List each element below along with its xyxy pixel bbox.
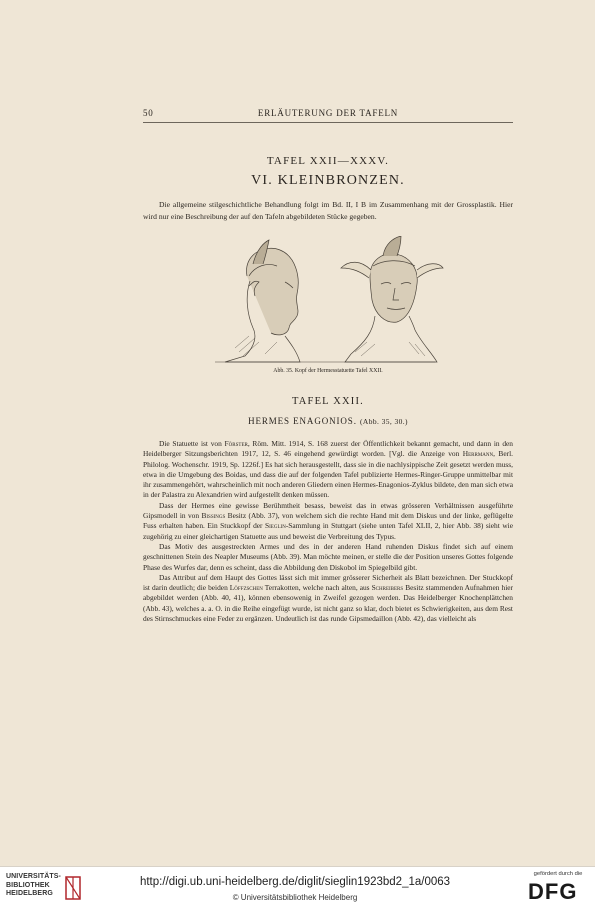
body-paragraph — [143, 573, 513, 624]
subtitle-text: HERMES ENAGONIOS. — [248, 416, 357, 426]
copyright-notice: © Universitätsbibliothek Heidelberg — [232, 893, 358, 902]
funder-label: gefördert durch die — [533, 871, 583, 877]
text-run: Das Attribut auf dem Haupt des Gottes lässt sich mit immer grösserer Sicherheit als Blatt bezeichnen. Der Stuckkopf ist darin deutlich; die beiden — [143, 572, 513, 593]
body-text — [143, 439, 513, 624]
text-run: Dass der Hermes eine gewisse Berühmtheit besass, beweist das in etwas grösseren Verhältnissen ausgeführte Gipsmodell in von — [143, 500, 513, 521]
section-title: VI. KLEINBRONZEN. — [251, 173, 405, 188]
plate-title: TAFEL XXII. — [291, 396, 365, 407]
page-number: 50 — [143, 108, 154, 118]
text-run: Besitz stammenden Aufnahmen hier abgebildet werden (Abb. 40, 41), können ebensowenig in Zweifel gezogen werden. Das Heidelberger Knochenplättchen (Abb. 43), welches a. a. O. in die Reihe eingefügt wurde, ist nicht ganz so klar, doch bietet es Schwierigkeiten, aus dem Rest des Stirnschmuckes eine Feder zu ergänzen. Undeutlich ist das runde Gipsmedaillon (Abb. 42), das vielleicht als — [143, 583, 513, 624]
author-name: Schreibers — [371, 583, 404, 593]
running-title: ERLÄUTERUNG DER TAFELN — [257, 108, 399, 118]
library-logo-line: UNIVERSITÄTS- — [6, 873, 61, 880]
author-name: Löffzschen — [229, 583, 263, 593]
dfg-logo[interactable]: DFG — [528, 879, 578, 904]
body-paragraph: Das Motiv des ausgestreckten Armes und des in der anderen Hand ruhenden Diskus findet sich auf einem geschnittenen Stein des Neapler Museums (Abb. 39). Man möchte meinen, er stelle die der Position unseres Gottes folgende Phase des Wurfes dar, denn es scheint, dass die Abbildung den Diskobol im Spiegelbild gibt. — [143, 541, 513, 572]
running-header — [143, 108, 513, 123]
body-paragraph — [143, 439, 513, 501]
text-run: Die Statuette ist von — [159, 439, 225, 448]
viewer-footer — [0, 866, 595, 910]
body-paragraph — [143, 501, 513, 542]
figure-caption: Abb. 35. Kopf der Hermesstatuette Tafel XXII. — [273, 368, 383, 374]
author-name: Herrmann — [462, 449, 494, 459]
library-logo-line: HEIDELBERG — [6, 890, 53, 897]
library-logo-line: BIBLIOTHEK — [6, 881, 50, 889]
intro-paragraph: Die allgemeine stilgeschichtliche Behandlung folgt im Bd. II, I B im Zusammenhang mit der Grossplastik. Hier wird nur eine Beschreibung der auf den Tafeln abgebildeten Stücke gegeben. — [143, 200, 513, 221]
hermes-heads-illustration — [205, 236, 445, 366]
text-run: -Sammlung in Stuttgart (siehe unten Tafel XLII, 2, hier Abb. 38) sieht wie zugehörig zu einer gleichartigen Statuette aus und beweist die Verbreitung des Typus. — [143, 521, 513, 541]
library-logo[interactable] — [6, 873, 61, 899]
text-run: Terrakotten, welche nach alten, aus — [262, 583, 372, 593]
author-name: Sieglin — [265, 521, 286, 531]
library-seal-icon — [62, 873, 84, 903]
permalink-url[interactable]: http://digi.ub.uni-heidelberg.de/diglit/sieglin1923bd2_1a/0063 — [139, 876, 451, 888]
plate-subtitle — [143, 416, 513, 426]
subtitle-figure-ref: (Abb. 35, 30.) — [360, 417, 408, 426]
plate-range-heading: TAFEL XXII—XXXV. — [266, 155, 390, 167]
author-name: Förster — [224, 439, 248, 448]
text-run: , Berl. Philolog. Wochenschr. 1919, Sp. 1226f.] Es hat sich herausgestellt, dass sie in die nachlysippische Zeit gesetzt werden muss, etwa in die Umgebung des Boidas, und dass die auf der folgenden Tafel publizierte Hermes-Ringer-Gruppe unmittelbar mit ihr zusammengehört, wahrscheinlich mit noch anderen Gliedern einen Hermes-Enagonios-Zyklus bildete, den man sich etwa in der Palastra zu Alexandrien wird aufgestellt denken müssen. — [143, 449, 513, 500]
hermes-head-figure — [205, 236, 445, 366]
text-run: , Röm. Mitt. 1914, S. 168 zuerst der Öffentlichkeit bekannt gemacht, und dann in den Heidelberger Sitzungsberichten 1917, 12, S. 46 eingehend gewürdigt worden. [Vgl. die Anzeige von — [143, 439, 513, 459]
author-name: Bissings — [201, 511, 226, 521]
text-run: Besitz (Abb. 37), von welchem sich die rechte Hand mit dem Diskus und der linke, geflügelte Fuss erhalten haben. Ein Stuckkopf der — [143, 511, 513, 531]
